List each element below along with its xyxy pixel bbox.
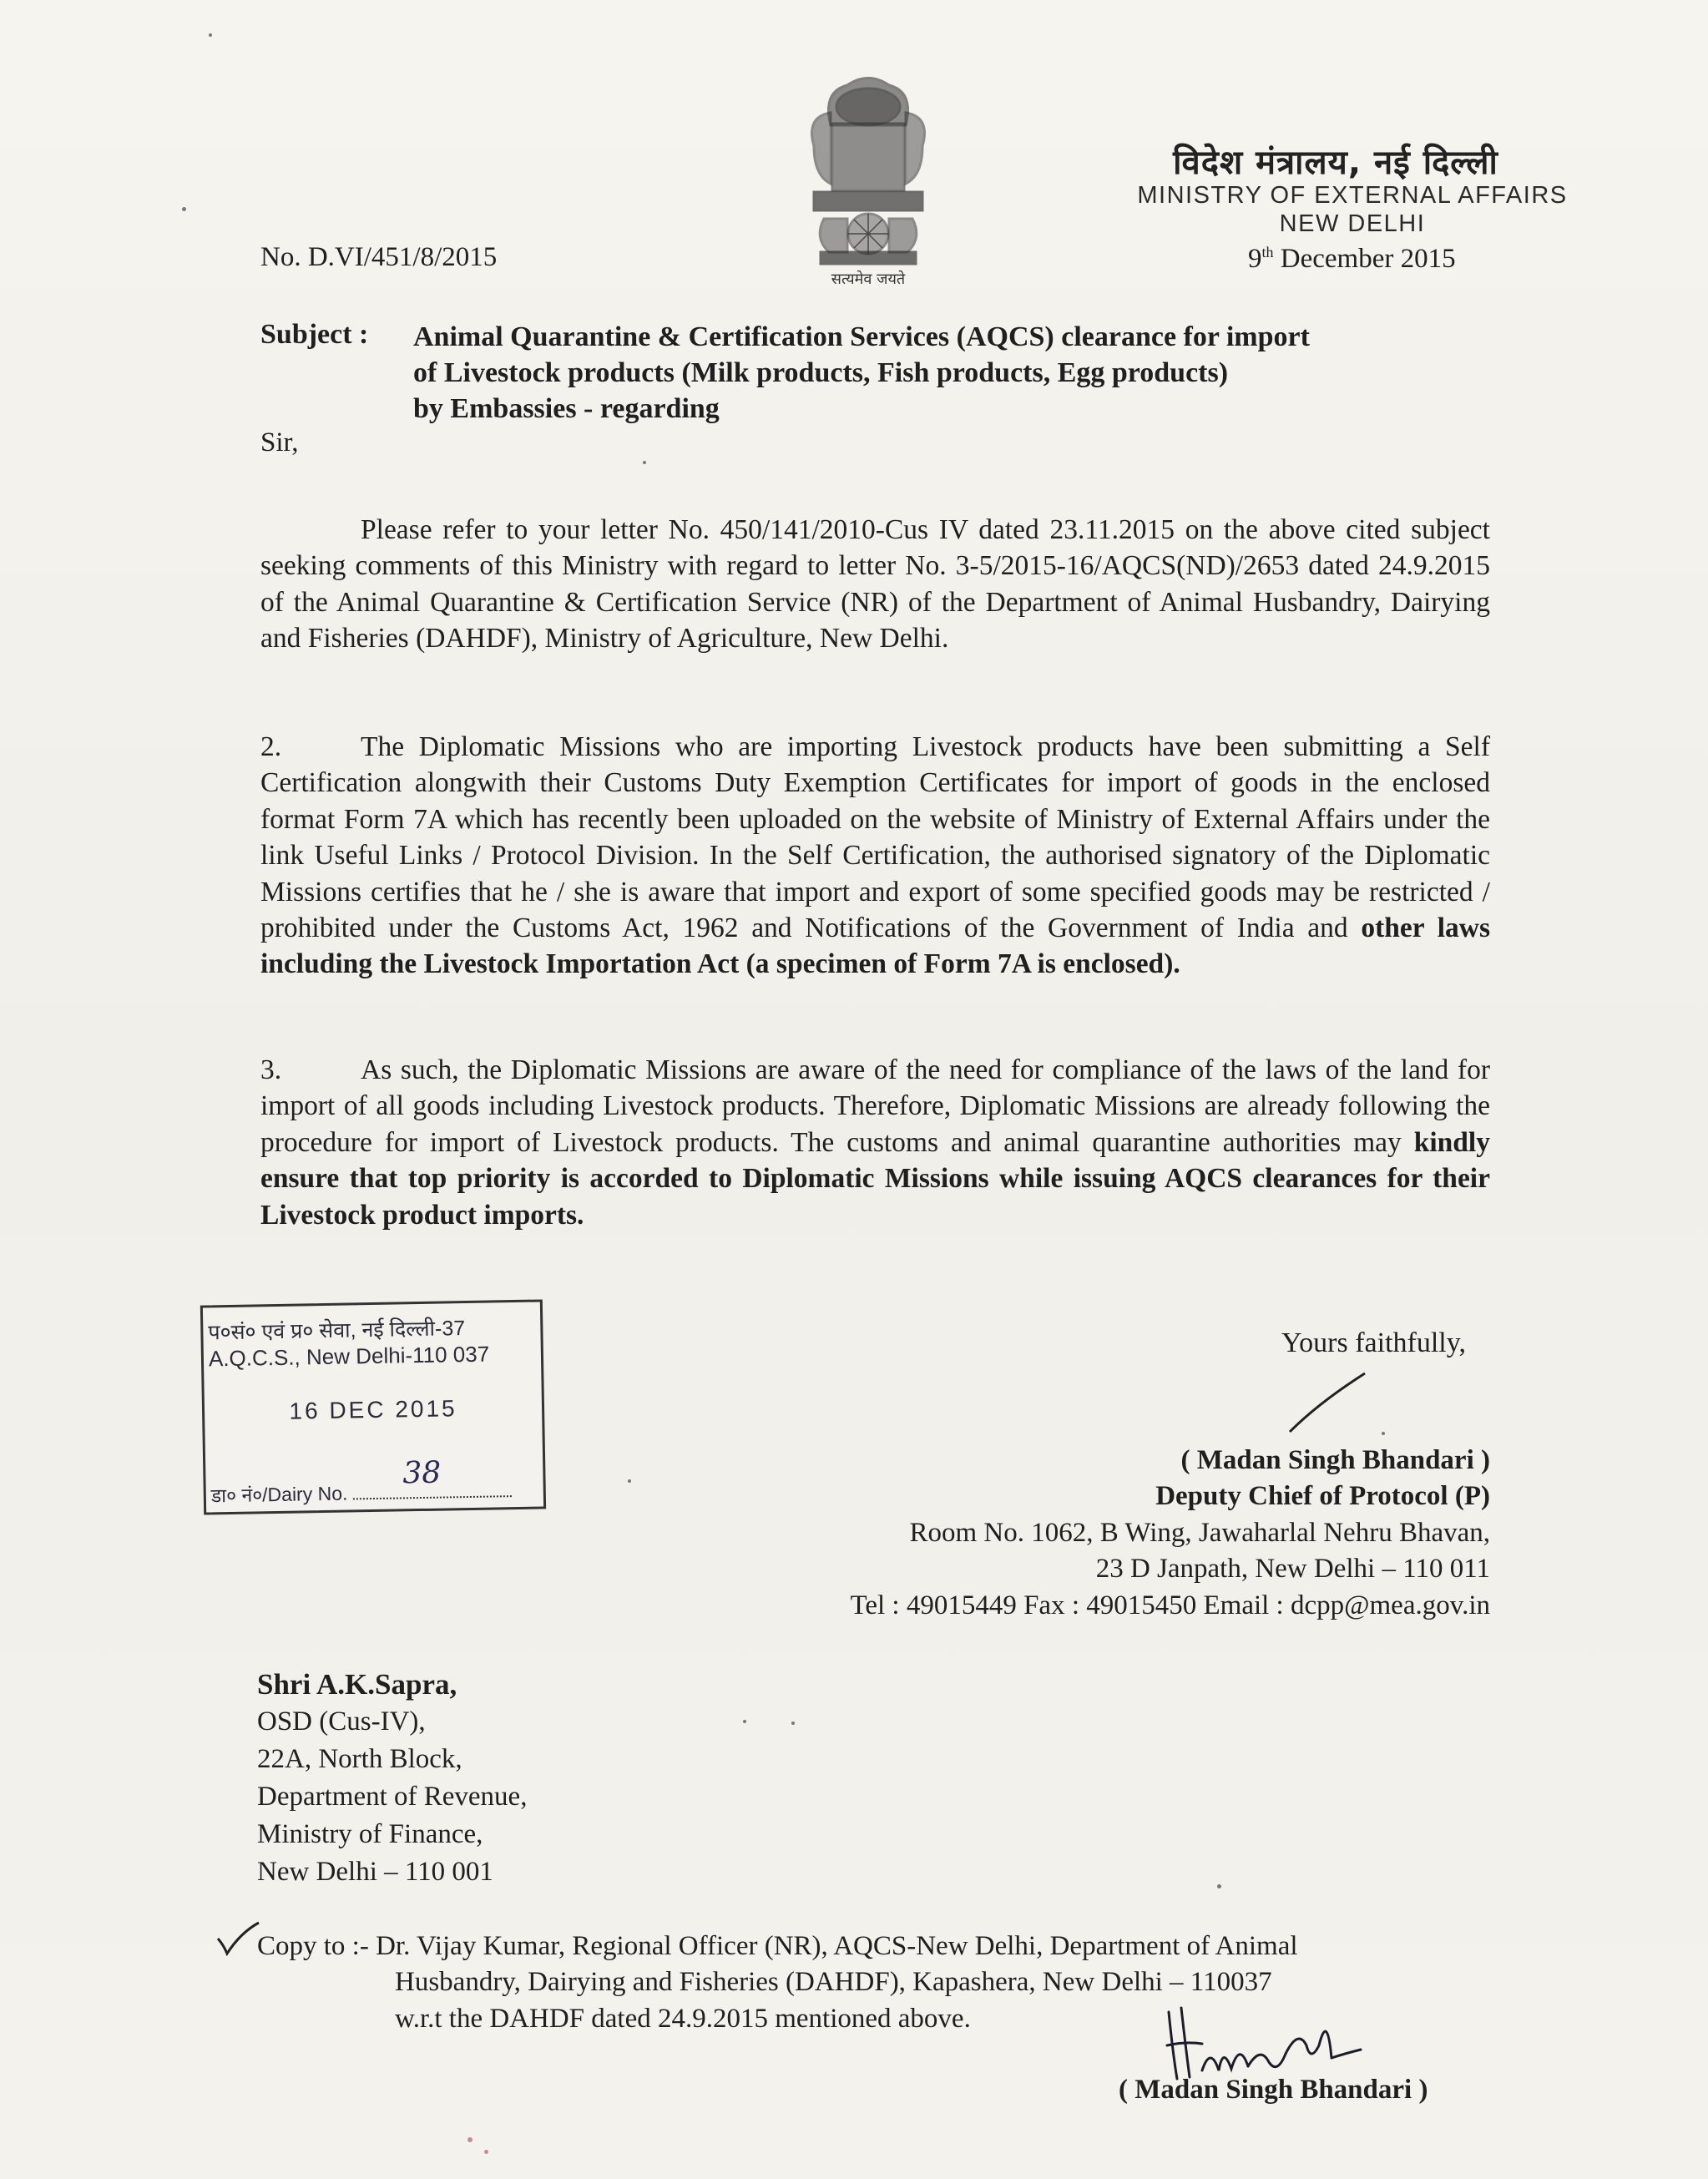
ministry-name-hindi: विदेश मंत्रालय, नई दिल्ली xyxy=(1173,144,1498,182)
signatory-name: ( Madan Singh Bhandari ) xyxy=(1180,1445,1490,1475)
copy-to-line-2: Husbandry, Dairying and Fisheries (DAHDF), Kapashera, New Delhi – 110037 xyxy=(395,1967,1272,1998)
stamp-diary-label: डा० नं०/Dairy No. xyxy=(210,1482,348,1507)
signatory-block xyxy=(835,1443,1490,1624)
scan-speck xyxy=(1382,1432,1385,1435)
addressee-name: Shri A.K.Sapra, xyxy=(257,1668,457,1701)
stamp-line-hindi: प०सं० एवं प्र० सेवा, नई दिल्ली-37 xyxy=(208,1317,466,1345)
scan-speck xyxy=(743,1720,746,1723)
addressee-line-1: OSD (Cus-IV), xyxy=(257,1706,426,1737)
stamp-line-english: A.Q.C.S., New Delhi-110 037 xyxy=(208,1341,490,1372)
paragraph-3-number: 3. xyxy=(260,1054,282,1085)
subject-line-2: of Livestock products (Milk products, Fish products, Egg products) xyxy=(413,357,1229,388)
signatory-address-1: Room No. 1062, B Wing, Jawaharlal Nehru Bhavan, xyxy=(909,1517,1490,1548)
stamp-diary-dots xyxy=(353,1480,512,1499)
subject-line-1: Animal Quarantine & Certification Services (AQCS) clearance for import xyxy=(413,321,1310,352)
scan-speck xyxy=(791,1721,795,1725)
letter-date xyxy=(1248,244,1456,275)
tick-mark-icon xyxy=(215,1920,261,1958)
paragraph-3-bold: kindly ensure that top priority is accorded to Diplomatic Missions while issuing AQCS clearances for their Livestock product imports. xyxy=(260,1126,1490,1231)
received-stamp xyxy=(200,1299,546,1514)
stamp-diary-label-row xyxy=(211,1476,512,1508)
national-emblem-icon xyxy=(781,67,956,292)
copy-to-line-1: Dr. Vijay Kumar, Regional Officer (NR), AQCS-New Delhi, Department of Animal xyxy=(376,1931,1298,1961)
scan-speck xyxy=(209,33,212,37)
addressee-line-5: New Delhi – 110 001 xyxy=(257,1857,493,1887)
paragraph-1: Please refer to your letter No. 450/141/2010-Cus IV dated 23.11.2015 on the above cited subject seeking comments of this Ministry with regard to letter No. 3-5/2015-16/AQCS(ND)/2653 dated 24.9.2015 of the Animal Quarantine & Certification Service (NR) of the Department of Animal Husbandry, Dairying and Fisheries (DAHDF), Ministry of Agriculture, New Delhi. xyxy=(260,514,1490,655)
final-signatory-name: ( Madan Singh Bhandari ) xyxy=(1119,2075,1428,2105)
salutation: Sir, xyxy=(260,427,299,458)
ministry-city: NEW DELHI xyxy=(1279,210,1426,237)
signatory-address-2: 23 D Janpath, New Delhi – 110 011 xyxy=(1095,1554,1490,1585)
date-day: 9 xyxy=(1248,244,1262,274)
paragraph-2-text: The Diplomatic Missions who are importing Livestock products have been submitting a Self Certification alongwith their Customs Duty Exemption Certificates for import of goods in the enclosed format Form 7A which has recently been uploaded on the website of Ministry of External Affairs under the link Useful Links / Protocol Division. In the Self Certification, the authorised signatory of the Diplomatic Missions certifies that he / she is aware that import and export of some specified goods may be restricted / prohibited under the Customs Act, 1962 and Notifications of the Government of India and xyxy=(260,731,1490,944)
date-suffix: th xyxy=(1261,244,1274,260)
addressee-line-3: Department of Revenue, xyxy=(257,1782,528,1812)
paragraph-2-number: 2. xyxy=(260,731,282,762)
ministry-name-english: MINISTRY OF EXTERNAL AFFAIRS xyxy=(1137,182,1568,209)
stamp-diary-number: 38 xyxy=(402,1455,442,1491)
paragraph-2 xyxy=(260,729,1490,983)
stamp-date: 16 DEC 2015 xyxy=(289,1395,457,1424)
valediction: Yours faithfully, xyxy=(1281,1327,1467,1358)
paragraph-2-bold: other laws including the Livestock Importation Act (a specimen of Form 7A is enclosed). xyxy=(260,913,1490,980)
scan-speck xyxy=(484,2150,488,2154)
copy-to-line-3: w.r.t the DAHDF dated 24.9.2015 mentioned above. xyxy=(395,2003,971,2034)
paragraph-3 xyxy=(260,1052,1490,1233)
paragraph-3-text: As such, the Diplomatic Missions are aware of the need for compliance of the laws of the land for import of all goods including Livestock products. Therefore, Diplomatic Missions are already following the procedure for import of Livestock products. The customs and animal quarantine authorities may xyxy=(260,1054,1490,1158)
signature-stroke xyxy=(1286,1369,1369,1436)
reference-number: No. D.VI/451/8/2015 xyxy=(260,242,498,272)
scan-speck xyxy=(628,1479,631,1483)
emblem-motto: सत्यमेव जयते xyxy=(831,270,906,288)
addressee-line-4: Ministry of Finance, xyxy=(257,1819,483,1849)
date-month-year: December 2015 xyxy=(1280,244,1456,274)
addressee-block xyxy=(257,1666,527,1891)
scan-speck xyxy=(182,207,186,211)
subject-line-3: by Embassies - regarding xyxy=(413,393,720,424)
scan-speck xyxy=(643,461,646,464)
copy-to-label: Copy to :- xyxy=(257,1931,369,1961)
subject-label: Subject : xyxy=(260,319,369,350)
signatory-designation: Deputy Chief of Protocol (P) xyxy=(1155,1481,1490,1512)
addressee-line-2: 22A, North Block, xyxy=(257,1744,462,1774)
scan-speck xyxy=(1217,1884,1221,1888)
signatory-contact: Tel : 49015449 Fax : 49015450 Email : dcpp@mea.gov.in xyxy=(850,1590,1490,1620)
scan-speck xyxy=(467,2137,472,2142)
subject-text xyxy=(413,319,1498,427)
